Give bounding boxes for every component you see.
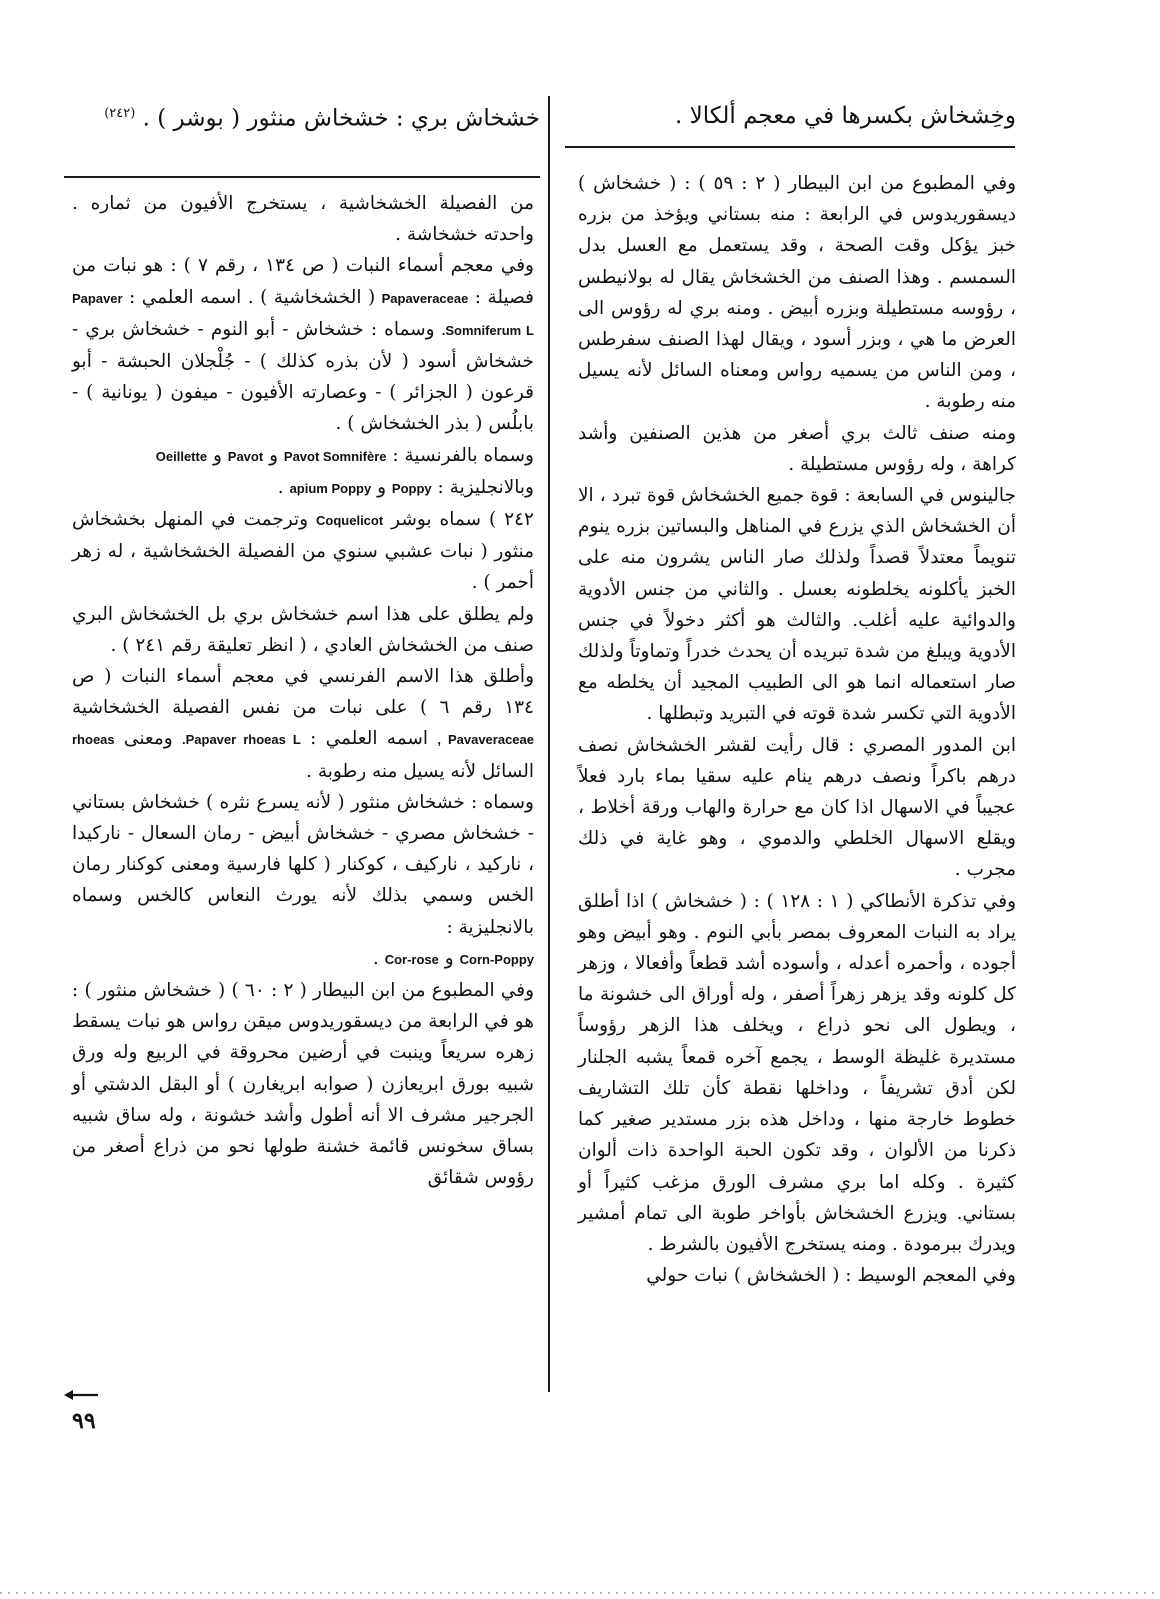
latin-rhoeas: rhoeas — [72, 732, 115, 748]
column-divider — [548, 96, 550, 1392]
p7-mid: اسمه العلمي : — [310, 728, 429, 750]
note-end: وترجمت في المنهل بخشخاش منثور ( نبات عشبي سنوي من الفصيلة الخشخاشية ، له زهر أحمر ) . — [72, 509, 534, 594]
right-paragraph-1: وفي المطبوع من ابن البيطار ( ٢ : ٥٩ ) : ( خشخاش ) ديسقوريدوس في الرابعة : منه بستاني ويؤخذ من بزره خبز يؤكل وقت الصحة ، وقد يستعمل مع العسل بدل السمسم . وهذا الصنف من الخشخاش يقال له بولانيطس ، رؤوسه مستطيلة وبزره أبيض . ومنه بري له رؤوس الى العرض ما هي ، وبزر أسود ، ويقال لهذا الصنف سفرطس ، ومن الناس من يسميه رواس ومعناه السائل لأنه يسيل منه رطوبة . — [578, 173, 1017, 413]
right-paragraph-6: وفي المعجم الوسيط : ( الخشخاش ) نبات حولي — [646, 1265, 1016, 1287]
left-paragraph-10: وفي المطبوع من ابن البيطار ( ٢ : ٦٠ ) ( خشخاش منثور ) : هو في الرابعة من ديسقوريدوس ميقن رواس هو نبات يسقط زهره سريعاً وينبت في أرضين محروقة في الربيع وله ورق شبيه بورق ابريعازن ( صوابه ابريغارن ) أو البقل الدشتي أو الجرجير مشرف الا أنه أطول وأشد خشونة ، وله ساق شبيه بساق سخونس قائمة خشنة طولها نحو من ذراع أصغر من رؤوس شقائق — [72, 980, 535, 1189]
latin-english-name-1: Poppy — [391, 480, 432, 496]
continuation-arrow-icon — [64, 1388, 100, 1402]
latin-french-name-2: Pavot — [227, 448, 264, 464]
latin-family-name: Papaveraceae — [381, 290, 469, 306]
entry-number: (٢٤٢) — [104, 106, 136, 121]
p9-end: . — [372, 947, 379, 969]
p9-and: و — [444, 947, 454, 969]
latin-english-name-4: Cor-rose — [384, 951, 439, 967]
left-paragraph-1: من الفصيلة الخشخاشية ، يستخرج الأفيون من ثماره . واحدته خشخاشة . — [72, 193, 534, 246]
left-column — [72, 188, 534, 1194]
latin-note-word: Coquelicot — [316, 513, 384, 529]
page-number: ٩٩ — [72, 1408, 96, 1434]
latin-english-name-2: apium Poppy — [289, 480, 372, 496]
left-paragraph-6: ولم يطلق على هذا اسم خشخاش بري بل الخشخاش البري صنف من الخشخاش العادي ، ( انظر تعليقة رقم ٢٤١ ) . — [72, 603, 534, 656]
left-paragraph-2 — [72, 250, 534, 439]
p7-end: السائل لأنه يسيل منه رطوبة . — [306, 760, 534, 782]
p4-end: . — [277, 476, 284, 498]
note-start: سماه بوشر — [391, 509, 482, 531]
p4-start: وبالانجليزية : — [437, 476, 534, 498]
right-paragraph-3: جالينوس في السابعة : قوة جميع الخشخاش قوة تبرد ، الا أن الخشخاش الذي يزرع في المناهل والبساتين بزره ينوم تنويماً معتدلاً قصداً ولذلك صار الناس يشرون منه على الخبز يأكلونه يخلطونه بعسل . والثاني من جنس الأدوية والدوائية عليه أغلب. والثالث هو أكثر دخولاً في جنس الأدوية ويبلغ من شدة تبريده أن يحدث خدراً وتماوتاً ولذلك صار استعماله انما هو الى الطبيب المجيد أن يخلطه مع الأدوية التي تكسر شدة قوته في التبريد وتبطلها . — [578, 485, 1016, 725]
header-rule-right — [565, 146, 1015, 148]
running-head-left — [68, 96, 540, 137]
scan-edge-dots — [0, 1590, 1160, 1596]
left-paragraph-8: وسماه : خشخاش منثور ( لأنه يسرع نثره ) خشخاش بستاني - خشخاش مصري - خشخاش أبيض - رمان السعال - ناركيدا ، ناركيد ، ناركيف ، كوكنار ( كلها فارسية ومعنى كوكنار رمان الخس وسمي بذلك لأنه يورث النعاس كالخس وسماه بالانجليزية : — [72, 791, 534, 938]
right-paragraph-4: ابن المدور المصري : قال رأيت لقشر الخشخاش نصف درهم باكراً ونصف درهم ينام عليه سقيا بماء بارد فعلاً عجيباً في الاسهال اذا كان مع حرارة والهاب ورقة أخلاط ، ويقلع الاسهال الخلطي والدموي ، وهو غاية في ذلك مجرب . — [578, 734, 1016, 881]
latin-french-name-1: Pavot Somnifère — [283, 448, 387, 464]
p2-start: وفي معجم أسماء النبات ( ص ١٣٤ ، رقم ٧ ) : هو نبات من فصيلة : — [72, 255, 534, 308]
running-head-right — [640, 98, 1016, 134]
p3-and-2: و — [212, 444, 222, 466]
p3-and-1: و — [269, 444, 279, 466]
left-paragraph-3 — [72, 440, 534, 472]
latin-french-name-3: Oeillette — [155, 448, 208, 464]
latin-english-name-3: Corn-Poppy — [459, 951, 534, 967]
running-head-right-text: وخِشخاش بكسرها في معجم ألكالا . — [674, 103, 1016, 129]
left-paragraph-4 — [72, 472, 534, 504]
right-paragraph-2: ومنه صنف ثالث بري أصغر من هذين الصنفين وأشد كراهة ، وله رؤوس مستطيلة . — [578, 422, 1016, 475]
right-paragraph-5: وفي تذكرة الأنطاكي ( ١ : ١٢٨ ) : ( خشخاش ) اذا أطلق يراد به النبات المعروف بمصر بأبي النوم . وهو أبيض وهو أجوده ، وأحمره أعدله ، وأسوده أشد قطعاً وأفعالا ، وزهر كل كلونه وقد يزهر زهراً أصفر ، وله أوراق الى خشونة ما ، ويطول الى نحو ذراع ، ويخلف هذا الزهر رؤوساً مستديرة غليظة الوسط ، يجمع آخره قمعاً يشبه الجلنار لكن أدق تشريفاً ، وداخلها نقطة كأن تلك التشاريف خطوط خارجة منها ، وداخل هذه بزر مستدير صغير كما ذكرنا من الألوان ، وقد تكون الحبة الواحدة ذات ألوان كثيرة . وكله اما بري مشرف الورق مزغب كثيراً أو بستاني. ويزرع الخشخاش بأواخر طوبة الى تمام أمشير ويدرك ببرمودة . ومنه يستخرج الأفيون بالشرط . — [578, 890, 1016, 1255]
latin-species-name-2: Papaver rhoeas L. — [181, 732, 301, 748]
left-paragraph-9 — [72, 943, 534, 975]
p2-mid: ( الخشخاشية ) . اسمه العلمي : — [129, 286, 376, 308]
note-number: ٢٤٢ ) — [489, 509, 534, 531]
p7-start: وأطلق هذا الاسم الفرنسي في معجم أسماء النبات ( ص ١٣٤ رقم ٦ ) على نبات من نفس الفصيلة الخشخاشية — [72, 666, 534, 719]
latin-family-name-2: Pavaveraceae , — [437, 732, 534, 748]
left-paragraph-7 — [72, 661, 534, 787]
running-head-left-text: خشخاش بري : خشخاش منثور ( بوشر ) . — [142, 105, 540, 132]
latin-species-name: Papaver Somniferum L. — [72, 290, 534, 338]
p3-start: وسماه بالفرنسية : — [392, 444, 534, 466]
left-paragraph-note-242 — [72, 504, 534, 599]
right-column — [578, 168, 1016, 1291]
p2-end: وسماه : خشخاش - أبو النوم - خشخاش بري - خشخاش أسود ( لأن بذره كذلك ) - جُلْجلان الحبشة - أبو قرعون ( الجزائر ) - وعصارته الأفيون - ميفون ( يونانية ) - بابلُس ( بذر الخشخاش ) . — [72, 318, 534, 435]
p7-and-meaning: ومعنى — [123, 728, 173, 750]
p4-and: و — [377, 476, 387, 498]
header-rule-left — [64, 176, 540, 178]
